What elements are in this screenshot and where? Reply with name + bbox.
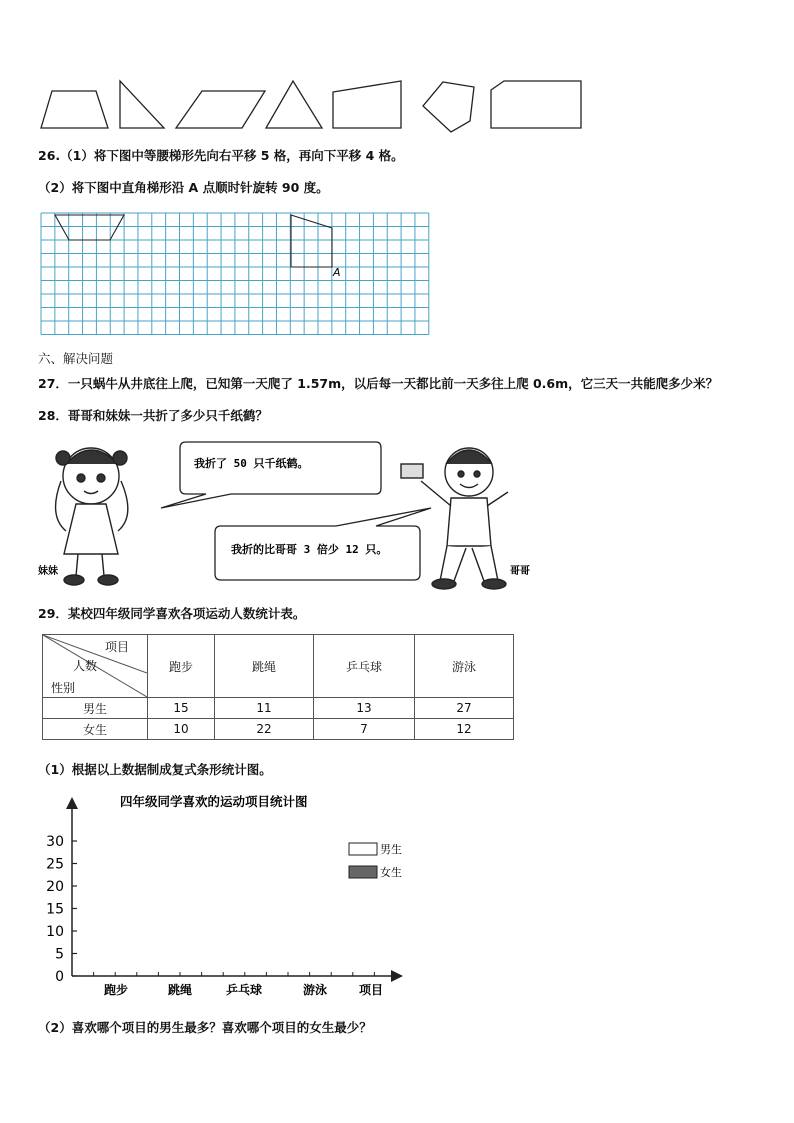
chart-title: 四年级同学喜欢的运动项目统计图	[120, 795, 308, 809]
legend-swatch-girls	[349, 866, 377, 878]
y-tick-label: 15	[46, 901, 64, 918]
x-category-label: 乒乓球	[225, 983, 263, 997]
table-cell: 11	[215, 698, 314, 719]
table-cell: 22	[215, 719, 314, 740]
legend-swatch-boys	[349, 843, 377, 855]
table-row	[43, 719, 514, 740]
legend-label-girls: 女生	[380, 866, 402, 879]
q28-text: 28．哥哥和妹妹一共折了多少只千纸鹤？	[38, 408, 268, 423]
shapes-row	[30, 76, 590, 136]
y-tick-label: 5	[55, 946, 64, 963]
chart-legend	[349, 842, 402, 879]
q26-part2: （2）将下图中直角梯形沿 A 点顺时针旋转 90 度。	[38, 180, 329, 195]
header-gender: 性别	[51, 681, 76, 695]
girl-illustration	[56, 448, 128, 585]
q27-text: 27．一只蜗牛从井底往上爬，已知第一天爬了 1.57m，以后每一天都比前一天多往上爬 0.6m，它三天一共能爬多少米？	[38, 376, 719, 391]
boy-name-label: 哥哥	[510, 566, 530, 577]
grid-lines	[41, 213, 429, 335]
row-label: 男生	[43, 698, 148, 719]
table-cell: 13	[314, 698, 415, 719]
table-cell: 7	[314, 719, 415, 740]
y-tick-label: 20	[46, 879, 64, 895]
isosceles-trapezoid	[55, 215, 124, 240]
x-category-label: 游泳	[302, 983, 328, 997]
q29-part2: （2）喜欢哪个项目的男生最多？喜欢哪个项目的女生最少？	[38, 1020, 372, 1035]
q29-part1: （1）根据以上数据制成复式条形统计图。	[38, 762, 272, 777]
parallelogram-shape	[176, 91, 265, 128]
point-a-label: A	[333, 266, 341, 279]
q28-illustration	[36, 436, 536, 596]
col-header: 跑步	[148, 635, 215, 698]
table-cell: 12	[415, 719, 514, 740]
girl-name-label: 妹妹	[38, 566, 58, 577]
table-header-row	[43, 635, 514, 698]
y-tick-label: 0	[55, 969, 64, 985]
speech-bubble-top	[161, 442, 381, 508]
pentagon-house-shape	[491, 81, 581, 128]
legend-label-boys: 男生	[380, 843, 402, 856]
bubble-top-text: 我折了 50 只千纸鹤。	[194, 457, 309, 470]
header-count: 人数	[73, 659, 98, 673]
x-category-label: 跳绳	[167, 983, 193, 997]
stats-table	[42, 634, 514, 740]
bubble-bottom-text: 我折的比哥哥 3 倍少 12 只。	[231, 543, 388, 556]
grid-area	[40, 212, 432, 336]
triangle-shape	[266, 81, 322, 128]
table-cell: 15	[148, 698, 215, 719]
col-header: 游泳	[415, 635, 514, 698]
trapezoid-shape	[41, 91, 108, 128]
x-category-label: 跑步	[103, 983, 129, 997]
table-cell: 27	[415, 698, 514, 719]
q26-part1: 26.（1）将下图中等腰梯形先向右平移 5 格，再向下平移 4 格。	[38, 148, 404, 163]
pentagon-shape	[423, 82, 474, 132]
y-tick-label: 10	[46, 924, 64, 940]
col-header: 跳绳	[215, 635, 314, 698]
x-labels	[104, 982, 327, 997]
x-axis-label: 项目	[359, 983, 384, 997]
table-row	[43, 698, 514, 719]
bar-chart	[40, 795, 410, 1007]
quadrilateral-shape	[333, 81, 401, 128]
col-header: 乒乓球	[314, 635, 415, 698]
table-cell: 10	[148, 719, 215, 740]
y-tick-label: 25	[46, 856, 64, 873]
y-tick-label: 30	[46, 834, 64, 850]
header-project: 项目	[105, 640, 130, 654]
q29-text: 29．某校四年级同学喜欢各项运动人数统计表。	[38, 606, 306, 621]
section-title: 六、解决问题	[38, 351, 114, 366]
row-label: 女生	[43, 719, 148, 740]
diagonal-header-cell	[43, 635, 148, 698]
right-trapezoid	[291, 215, 332, 267]
right-triangle-shape	[120, 81, 164, 128]
